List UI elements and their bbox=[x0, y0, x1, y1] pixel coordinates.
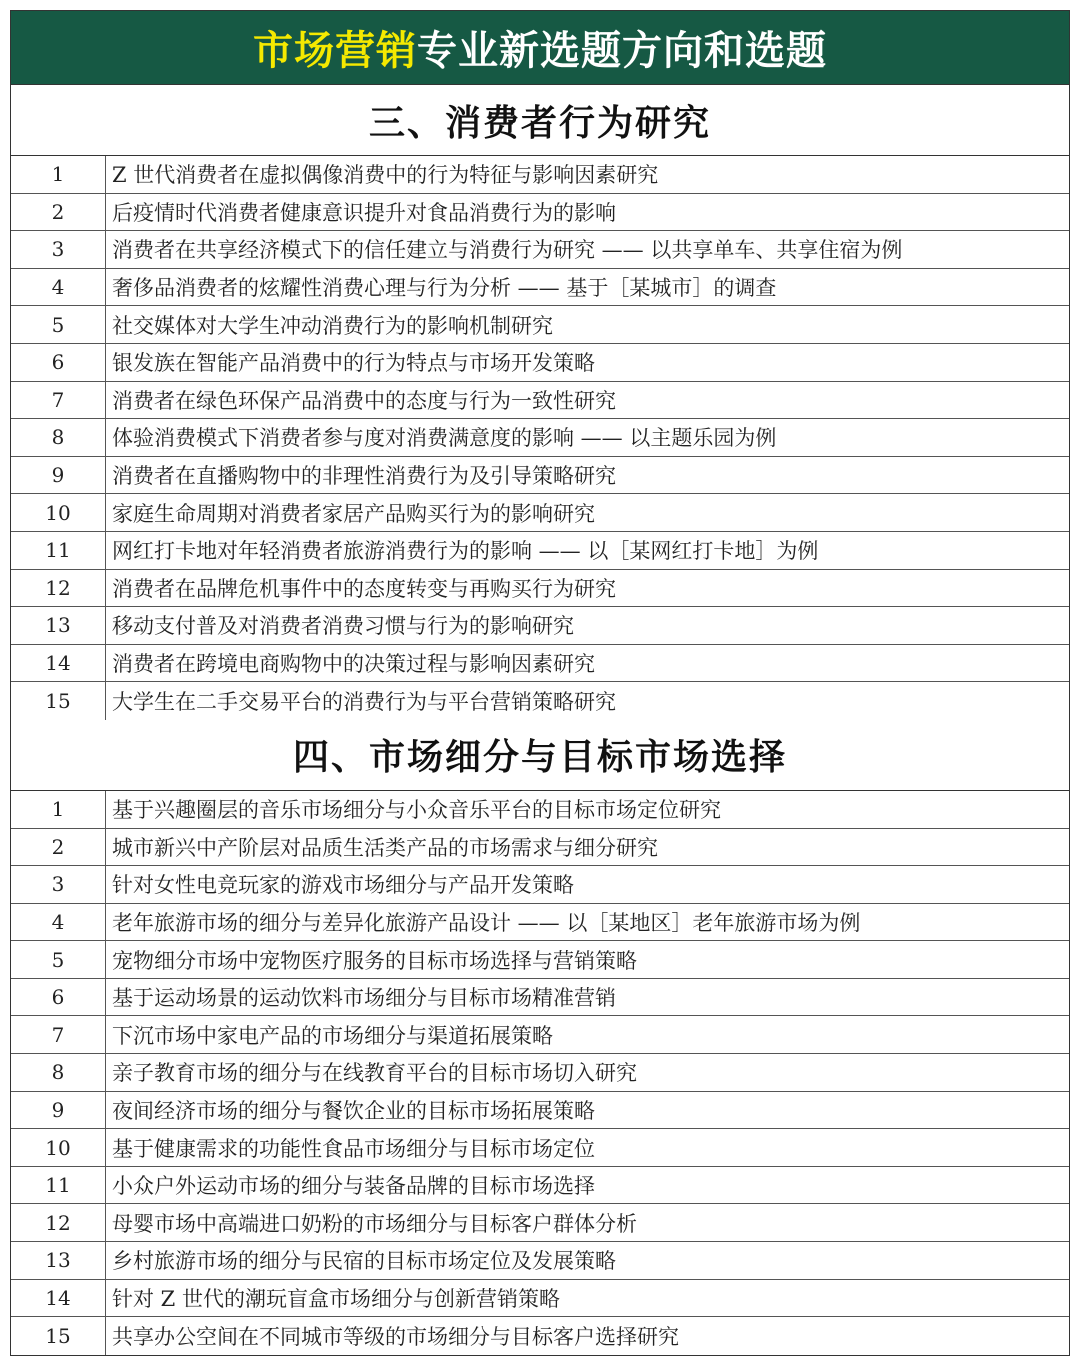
row-number: 5 bbox=[11, 941, 106, 978]
table-row bbox=[11, 1317, 1069, 1355]
topic-text: 下沉市场中家电产品的市场细分与渠道拓展策略 bbox=[112, 1023, 553, 1048]
row-number: 14 bbox=[11, 1280, 106, 1317]
topic-text: 基于健康需求的功能性食品市场细分与目标市场定位 bbox=[112, 1136, 595, 1161]
row-number: 15 bbox=[11, 1317, 106, 1355]
topic-text: 基于兴趣圈层的音乐市场细分与小众音乐平台的目标市场定位研究 bbox=[112, 798, 721, 823]
row-number: 5 bbox=[11, 306, 106, 343]
table-row bbox=[11, 1054, 1069, 1092]
row-number: 7 bbox=[11, 1016, 106, 1053]
table-row bbox=[11, 1167, 1069, 1205]
topic-list-market-segmentation bbox=[11, 791, 1069, 1355]
row-number: 9 bbox=[11, 1092, 106, 1129]
row-number: 6 bbox=[11, 979, 106, 1016]
table-row bbox=[11, 1129, 1069, 1167]
table-row bbox=[11, 979, 1069, 1017]
title-highlight: 市场营销 bbox=[253, 27, 417, 74]
section-heading-market-segmentation: 四、市场细分与目标市场选择 bbox=[11, 720, 1069, 791]
row-number: 12 bbox=[11, 570, 106, 607]
topic-text: 体验消费模式下消费者参与度对消费满意度的影响 —— 以主题乐园为例 bbox=[112, 426, 777, 451]
topic-text: 社交媒体对大学生冲动消费行为的影响机制研究 bbox=[112, 313, 553, 338]
table-row bbox=[11, 306, 1069, 344]
table-row bbox=[11, 269, 1069, 307]
topic-text: 银发族在智能产品消费中的行为特点与市场开发策略 bbox=[112, 351, 595, 376]
topic-text: 消费者在绿色环保产品消费中的态度与行为一致性研究 bbox=[112, 388, 616, 413]
topic-text: 网红打卡地对年轻消费者旅游消费行为的影响 —— 以［某网红打卡地］为例 bbox=[112, 539, 819, 564]
topic-list-consumer-behavior bbox=[11, 156, 1069, 720]
topic-text: 夜间经济市场的细分与餐饮企业的目标市场拓展策略 bbox=[112, 1098, 595, 1123]
table-row bbox=[11, 1204, 1069, 1242]
table-row bbox=[11, 570, 1069, 608]
row-number: 8 bbox=[11, 1054, 106, 1091]
table-row bbox=[11, 829, 1069, 867]
table-row bbox=[11, 419, 1069, 457]
table-row bbox=[11, 904, 1069, 942]
topic-text: 消费者在跨境电商购物中的决策过程与影响因素研究 bbox=[112, 652, 595, 677]
row-number: 10 bbox=[11, 494, 106, 531]
table-row bbox=[11, 156, 1069, 194]
section-heading-consumer-behavior: 三、消费者行为研究 bbox=[11, 85, 1069, 156]
table-row bbox=[11, 791, 1069, 829]
row-number: 3 bbox=[11, 866, 106, 903]
row-number: 13 bbox=[11, 1242, 106, 1279]
row-number: 12 bbox=[11, 1204, 106, 1241]
table-row bbox=[11, 494, 1069, 532]
topic-text: 小众户外运动市场的细分与装备品牌的目标市场选择 bbox=[112, 1174, 595, 1199]
table-row bbox=[11, 941, 1069, 979]
row-number: 11 bbox=[11, 532, 106, 569]
table-row bbox=[11, 1016, 1069, 1054]
topic-text: 消费者在共享经济模式下的信任建立与消费行为研究 —— 以共享单车、共享住宿为例 bbox=[112, 238, 903, 263]
topic-text: 移动支付普及对消费者消费习惯与行为的影响研究 bbox=[112, 614, 574, 639]
row-number: 10 bbox=[11, 1129, 106, 1166]
table-row bbox=[11, 231, 1069, 269]
row-number: 2 bbox=[11, 194, 106, 231]
topic-text: 后疫情时代消费者健康意识提升对食品消费行为的影响 bbox=[112, 200, 616, 225]
topic-text: Z 世代消费者在虚拟偶像消费中的行为特征与影响因素研究 bbox=[112, 163, 659, 188]
table-row bbox=[11, 1280, 1069, 1318]
table-row bbox=[11, 194, 1069, 232]
topic-text: 乡村旅游市场的细分与民宿的目标市场定位及发展策略 bbox=[112, 1249, 616, 1274]
topic-text: 家庭生命周期对消费者家居产品购买行为的影响研究 bbox=[112, 501, 595, 526]
topic-text: 母婴市场中高端进口奶粉的市场细分与目标客户群体分析 bbox=[112, 1211, 637, 1236]
table-row bbox=[11, 866, 1069, 904]
topic-text: 奢侈品消费者的炫耀性消费心理与行为分析 —— 基于［某城市］的调查 bbox=[112, 276, 777, 301]
topic-text: 基于运动场景的运动饮料市场细分与目标市场精准营销 bbox=[112, 986, 616, 1011]
row-number: 11 bbox=[11, 1167, 106, 1204]
table-row bbox=[11, 532, 1069, 570]
title-rest: 专业新选题方向和选题 bbox=[417, 27, 827, 74]
table-row bbox=[11, 1242, 1069, 1280]
row-number: 8 bbox=[11, 419, 106, 456]
row-number: 9 bbox=[11, 457, 106, 494]
topic-text: 针对 Z 世代的潮玩盲盒市场细分与创新营销策略 bbox=[112, 1286, 560, 1311]
row-number: 15 bbox=[11, 682, 106, 720]
row-number: 3 bbox=[11, 231, 106, 268]
topic-text: 共享办公空间在不同城市等级的市场细分与目标客户选择研究 bbox=[112, 1325, 679, 1350]
row-number: 4 bbox=[11, 904, 106, 941]
table-row bbox=[11, 645, 1069, 683]
row-number: 7 bbox=[11, 382, 106, 419]
topic-table bbox=[10, 10, 1070, 1356]
topic-text: 城市新兴中产阶层对品质生活类产品的市场需求与细分研究 bbox=[112, 835, 658, 860]
topic-text: 针对女性电竞玩家的游戏市场细分与产品开发策略 bbox=[112, 873, 574, 898]
row-number: 6 bbox=[11, 344, 106, 381]
row-number: 13 bbox=[11, 607, 106, 644]
row-number: 1 bbox=[11, 156, 106, 193]
table-row bbox=[11, 1092, 1069, 1130]
table-row bbox=[11, 607, 1069, 645]
table-row bbox=[11, 344, 1069, 382]
topic-text: 老年旅游市场的细分与差异化旅游产品设计 —— 以［某地区］老年旅游市场为例 bbox=[112, 910, 861, 935]
topic-text: 宠物细分市场中宠物医疗服务的目标市场选择与营销策略 bbox=[112, 948, 637, 973]
topic-text: 大学生在二手交易平台的消费行为与平台营销策略研究 bbox=[112, 690, 616, 715]
topic-text: 消费者在直播购物中的非理性消费行为及引导策略研究 bbox=[112, 464, 616, 489]
table-row bbox=[11, 382, 1069, 420]
table-row bbox=[11, 457, 1069, 495]
row-number: 2 bbox=[11, 829, 106, 866]
topic-text: 消费者在品牌危机事件中的态度转变与再购买行为研究 bbox=[112, 576, 616, 601]
row-number: 14 bbox=[11, 645, 106, 682]
row-number: 1 bbox=[11, 791, 106, 828]
topic-text: 亲子教育市场的细分与在线教育平台的目标市场切入研究 bbox=[112, 1061, 637, 1086]
page-title bbox=[11, 11, 1069, 85]
table-row bbox=[11, 682, 1069, 720]
row-number: 4 bbox=[11, 269, 106, 306]
